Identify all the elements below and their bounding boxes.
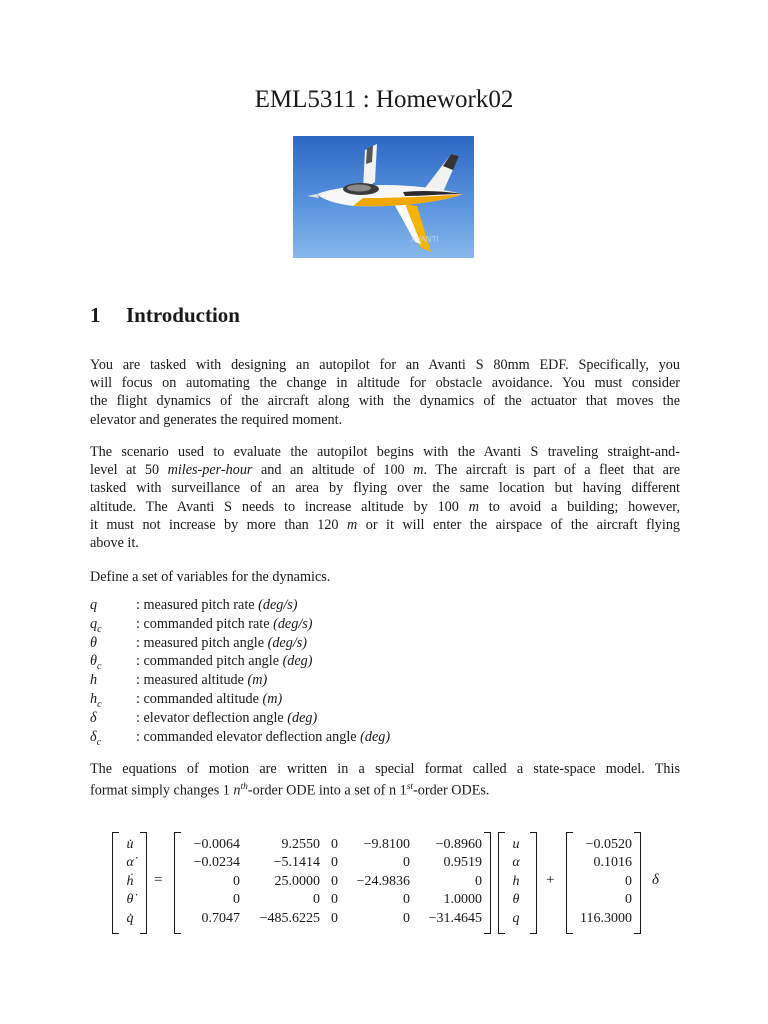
equals-sign: = bbox=[154, 872, 163, 888]
bracket-right bbox=[484, 832, 491, 934]
input-matrix-b: −0.0520 0.1016 0 0 116.3000 bbox=[580, 837, 632, 926]
bracket-left bbox=[112, 832, 119, 934]
matrix-a-column: −0.8960 0.9519 0 1.0000 −31.4645 bbox=[428, 837, 482, 926]
section-number: 1 bbox=[90, 303, 101, 327]
paragraph-line: tasked with surveillance of an area by flying over the same location but having different bbox=[90, 480, 680, 497]
state-derivative-vector: u̇ α̇ ḣ θ̇ q̇ bbox=[126, 837, 134, 926]
paragraph-line: The equations of motion are written in a special format called a state-space model. This bbox=[90, 761, 680, 777]
variable-row: $q_c$ : commanded pitch rate (deg/s) bbox=[90, 615, 313, 635]
matrix-a-column: 9.2550 −5.1414 25.0000 0 −485.6225 bbox=[259, 837, 320, 926]
photo-watermark: AVANTI bbox=[411, 235, 439, 244]
variable-row: $\theta_c$ : commanded pitch angle (deg) bbox=[90, 653, 313, 673]
paragraph-scenario bbox=[90, 443, 680, 552]
bracket-right bbox=[140, 832, 147, 934]
matrix-a-column: −0.0064 −0.0234 0 0 0.7047 bbox=[193, 837, 240, 926]
variable-row: θ : measured pitch angle (deg/s) bbox=[90, 634, 307, 651]
paragraph-line: the flight dynamics of the aircraft along with the dynamics of the actuator that moves the bbox=[90, 393, 680, 410]
avanti-jet-illustration bbox=[293, 136, 474, 258]
paragraph-line: altitude. The Avanti S needs to increase altitude by 100 m to avoid a building; however, bbox=[90, 498, 680, 515]
paragraph-line: Define a set of variables for the dynamics. bbox=[90, 569, 331, 585]
input-symbol: δ bbox=[652, 872, 659, 888]
variable-row: δ : elevator deflection angle (deg) bbox=[90, 709, 318, 726]
paragraph-line: elevator and generates the required moment. bbox=[90, 411, 343, 428]
paragraph-line: level at 50 miles-per-hour and an altitude of 100 m. The aircraft is part of a fleet that are bbox=[90, 462, 680, 479]
variable-row: $\delta_c$ : commanded elevator deflection angle (deg) bbox=[90, 728, 391, 748]
paragraph-line: will focus on automating the change in altitude for obstacle avoidance. You must consider bbox=[90, 375, 680, 392]
aircraft-photo bbox=[293, 136, 474, 258]
variable-list bbox=[90, 597, 390, 747]
paragraph-state-space bbox=[90, 760, 680, 800]
variable-row: q : measured pitch rate (deg/s) bbox=[90, 597, 298, 613]
state-vector: u α h θ q bbox=[512, 837, 520, 926]
variable-row: $h_c$ : commanded altitude (m) bbox=[90, 690, 283, 710]
paragraph-intro bbox=[90, 356, 680, 429]
paragraph-line: You are tasked with designing an autopilot for an Avanti S 80mm EDF. Specifically, you bbox=[90, 357, 680, 373]
matrix-a-column: 0 0 0 0 0 bbox=[331, 837, 338, 926]
bracket-right bbox=[530, 832, 537, 934]
bracket-right bbox=[634, 832, 641, 934]
plus-sign: + bbox=[546, 872, 555, 888]
paragraph-line: it must not increase by more than 120 m or it will enter the airspace of the aircraft flying bbox=[90, 516, 681, 533]
state-space-equation bbox=[112, 832, 672, 932]
matrix-a-column: −9.8100 0 −24.9836 0 0 bbox=[356, 837, 410, 926]
paragraph-define-variables bbox=[90, 568, 680, 586]
section-title: Introduction bbox=[126, 303, 240, 327]
document-title: EML5311 : Homework02 bbox=[254, 86, 514, 113]
paragraph-line: format simply changes 1 $n^{th}$-order ODE into a set of n 1st-order ODEs. bbox=[90, 782, 490, 799]
variable-row: h : measured altitude (m) bbox=[90, 672, 268, 689]
section-heading bbox=[90, 303, 240, 328]
paragraph-line: above it. bbox=[90, 535, 139, 552]
paragraph-line: The scenario used to evaluate the autopilot begins with the Avanti S traveling straight-and- bbox=[90, 444, 680, 460]
